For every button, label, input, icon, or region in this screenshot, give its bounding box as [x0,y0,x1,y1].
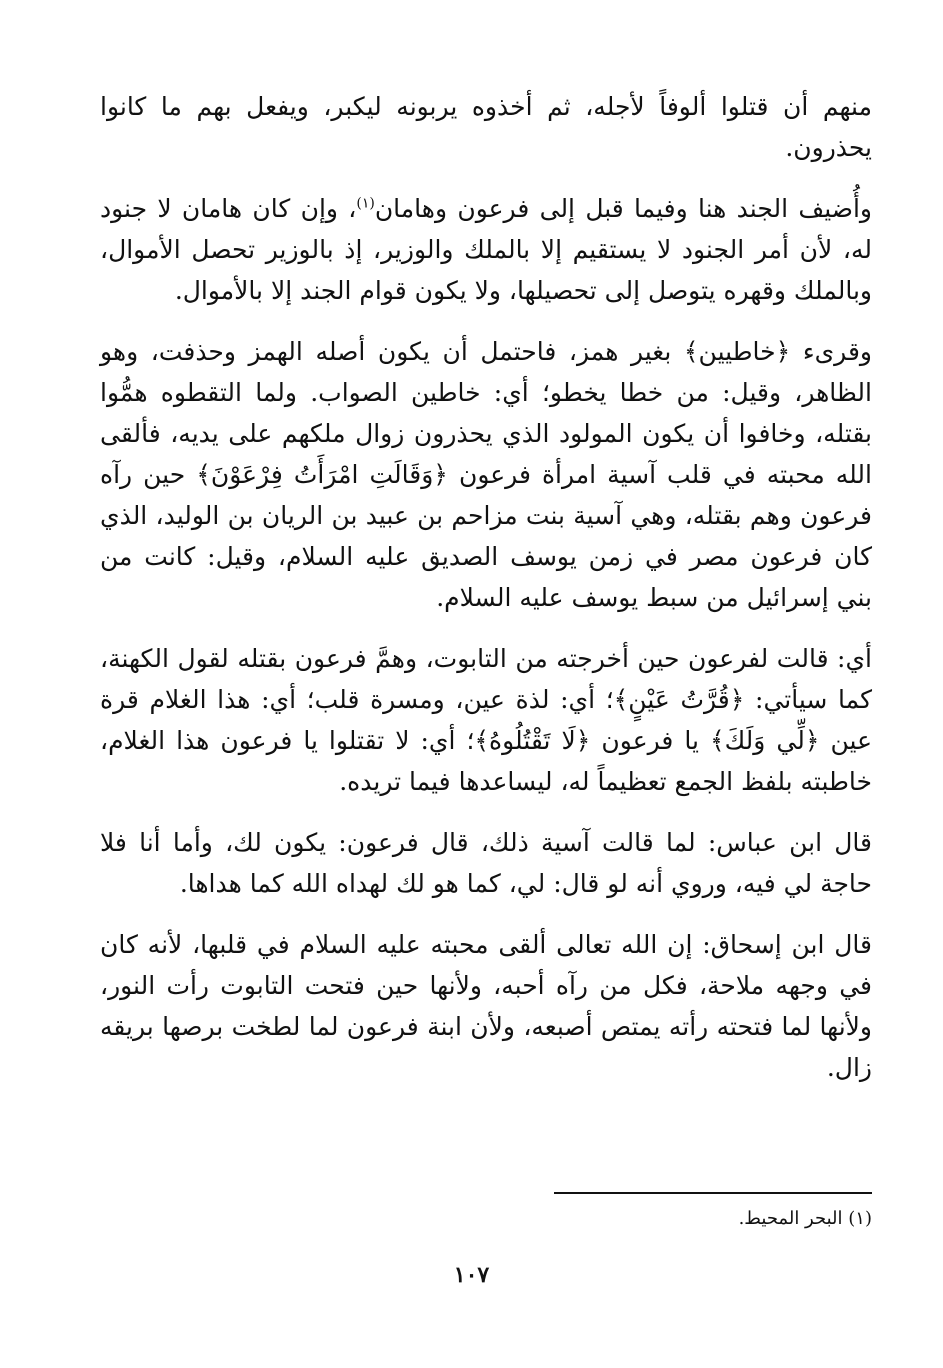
footnote-text: البحر المحيط. [738,1208,843,1229]
page-body [100,86,872,1108]
paragraph-2-before: وأُضيف الجند هنا وفيما قبل إلى فرعون وهامان [374,194,872,223]
footnote-number: (١) [848,1208,872,1229]
paragraph-3: وقرىء ﴿خاطيين﴾ بغير همز، فاحتمل أن يكون أصله الهمز وحذفت، وهو الظاهر، وقيل: من خطا يخطو؛ أي: خاطين الصواب. ولما التقطوه همُّوا بقتله، وخافوا أن يكون المولود الذي يحذرون زوال ملكهم على يديه، فألقى الله محبته في قلب آسية امرأة فرعون ﴿وَقَالَتِ امْرَأَتُ فِرْعَوْنَ﴾ حين رآه فرعون وهم بقتله، وهي آسية بنت مزاحم بن عبيد بن الريان بن الوليد، الذي كان فرعون مصر في زمن يوسف الصديق عليه السلام، وقيل: كانت من بني إسرائيل من سبط يوسف عليه السلام. [100,337,872,612]
page-number: ١٠٧ [453,1262,490,1288]
paragraph-5: قال ابن عباس: لما قالت آسية ذلك، قال فرعون: يكون لك، وأما أنا فلا حاجة لي فيه، وروي أنه لو قال: لي، كما هو لك لهداه الله كما هداها. [100,828,872,898]
paragraph-6: قال ابن إسحاق: إن الله تعالى ألقى محبته عليه السلام في قلبها، لأنه كان في وجهه ملاحة، فكل من رآه أحبه، ولأنها حين فتحت التابوت رأت النور، ولأنها لما فتحته رأته يمتص أصبعه، ولأن ابنة فرعون لما لطخت برصها بريقه زال. [100,930,872,1082]
footnote-divider [554,1192,872,1194]
footnote [739,1206,872,1232]
footnote-reference: (١) [356,195,375,212]
paragraph-2 [100,188,872,311]
paragraph-4: أي: قالت لفرعون حين أخرجته من التابوت، وهمَّ فرعون بقتله لقول الكهنة، كما سيأتي: ﴿قُرَّتُ عَيْنٍ﴾؛ أي: لذة عين، ومسرة قلب؛ أي: هذا الغلام قرة عين ﴿لِّي وَلَكَ﴾ يا فرعون ﴿لَا تَقْتُلُوهُ﴾؛ أي: لا تقتلوا يا فرعون هذا الغلام، خاطبته بلفظ الجمع تعظيماً له، ليساعدها فيما تريده. [100,644,872,796]
paragraph-1: منهم أن قتلوا ألوفاً لأجله، ثم أخذوه يربونه ليكبر، ويفعل بهم ما كانوا يحذرون. [100,92,872,162]
paragraph-2-after: ، وإن كان هامان لا جنود له، لأن أمر الجنود لا يستقيم إلا بالملك والوزير، إذ بالوزير تحصل الأموال، وبالملك وقهره يتوصل إلى تحصيلها، ولا يكون قوام الجند إلا بالأموال. [100,194,872,305]
